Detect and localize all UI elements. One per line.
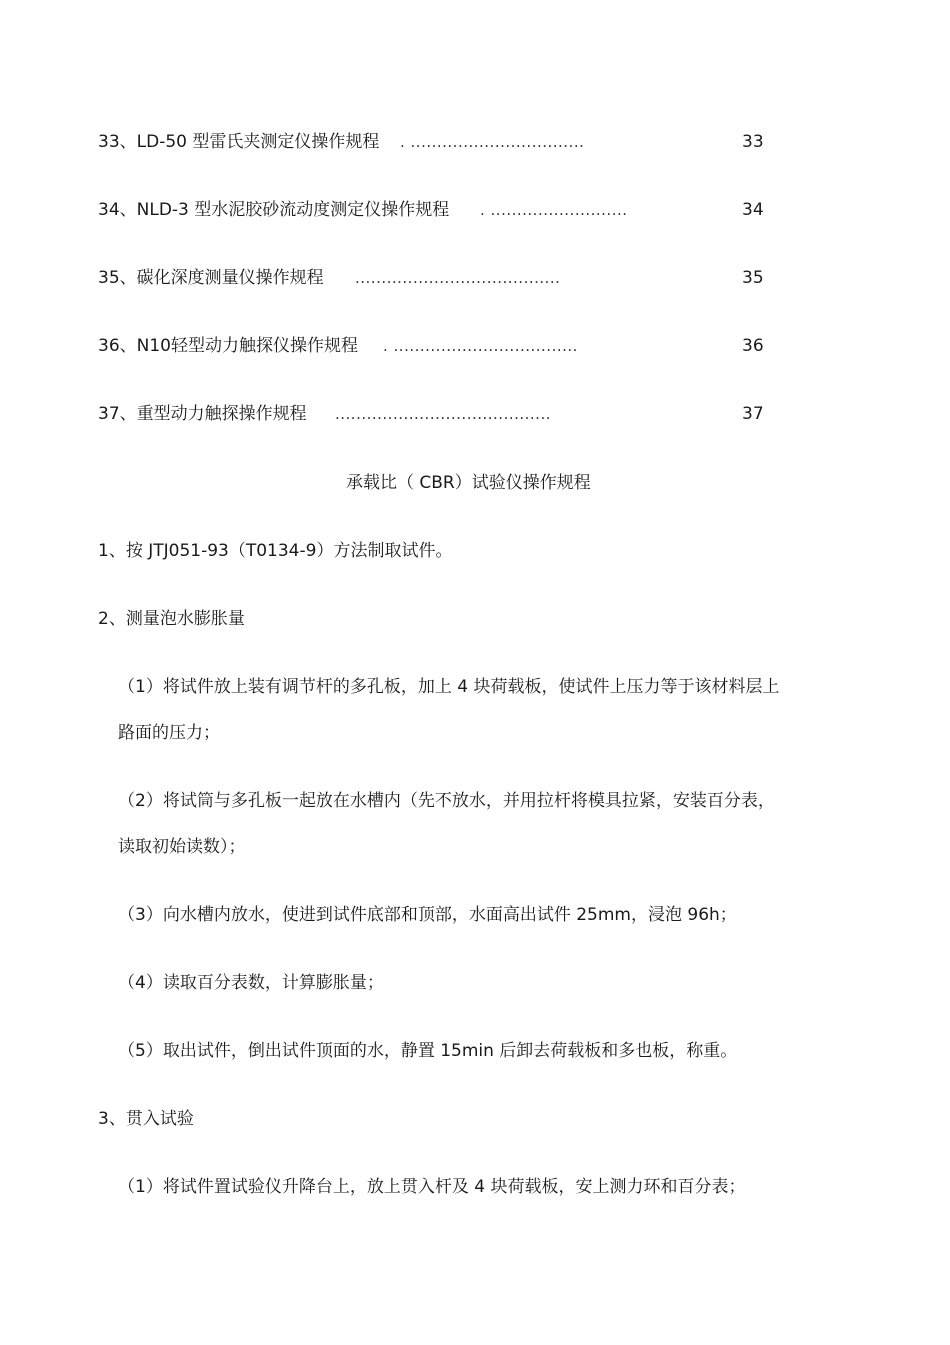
toc-leader: ....................................... <box>355 269 561 287</box>
toc-page-number: 34 <box>742 200 764 220</box>
step-2-2-line-2: 读取初始读数）； <box>118 837 246 857</box>
step-3-1: （1）将试件置试验仪升降台上，放上贯入杆及 4 块荷载板，安上测力环和百分表； <box>118 1177 746 1197</box>
toc-title: 35、碳化深度测量仪操作规程 <box>98 268 324 288</box>
step-2-3: （3）向水槽内放水，使进到试件底部和顶部，水面高出试件 25mm，浸泡 96h； <box>118 905 737 925</box>
toc-page-number: 37 <box>742 404 764 424</box>
toc-leader: . .......................... <box>480 201 628 219</box>
step-2-4: （4）读取百分表数，计算膨胀量； <box>118 973 384 993</box>
toc-leader: . ................................... <box>383 337 578 355</box>
toc-page-number: 35 <box>742 268 764 288</box>
step-2-2-line-1: （2）将试筒与多孔板一起放在水槽内（先不放水，并用拉杆将模具拉紧，安装百分表， <box>118 791 775 811</box>
step-2-1-line-1: （1）将试件放上装有调节杆的多孔板，加上 4 块荷载板，使试件上压力等于该材料层上 <box>118 677 780 697</box>
toc-title: 36、N10轻型动力触探仪操作规程 <box>98 336 358 356</box>
toc-leader: ......................................... <box>335 405 551 423</box>
step-2-5: （5）取出试件，倒出试件顶面的水，静置 15min 后卸去荷载板和多也板，称重。 <box>118 1041 738 1061</box>
step-2-heading: 2、测量泡水膨胀量 <box>98 609 245 629</box>
toc-leader: . ................................. <box>400 133 585 151</box>
toc-title: 34、NLD-3 型水泥胶砂流动度测定仪操作规程 <box>98 200 450 220</box>
section-title: 承载比（ CBR）试验仪操作规程 <box>346 473 591 493</box>
toc-page-number: 33 <box>742 132 764 152</box>
toc-title: 33、LD-50 型雷氏夹测定仪操作规程 <box>98 132 380 152</box>
step-3-heading: 3、贯入试验 <box>98 1109 194 1129</box>
toc-page-number: 36 <box>742 336 764 356</box>
toc-title: 37、重型动力触探操作规程 <box>98 404 307 424</box>
step-1: 1、按 JTJ051-93（T0134-9）方法制取试件。 <box>98 541 453 561</box>
step-2-1-line-2: 路面的压力； <box>118 723 220 743</box>
